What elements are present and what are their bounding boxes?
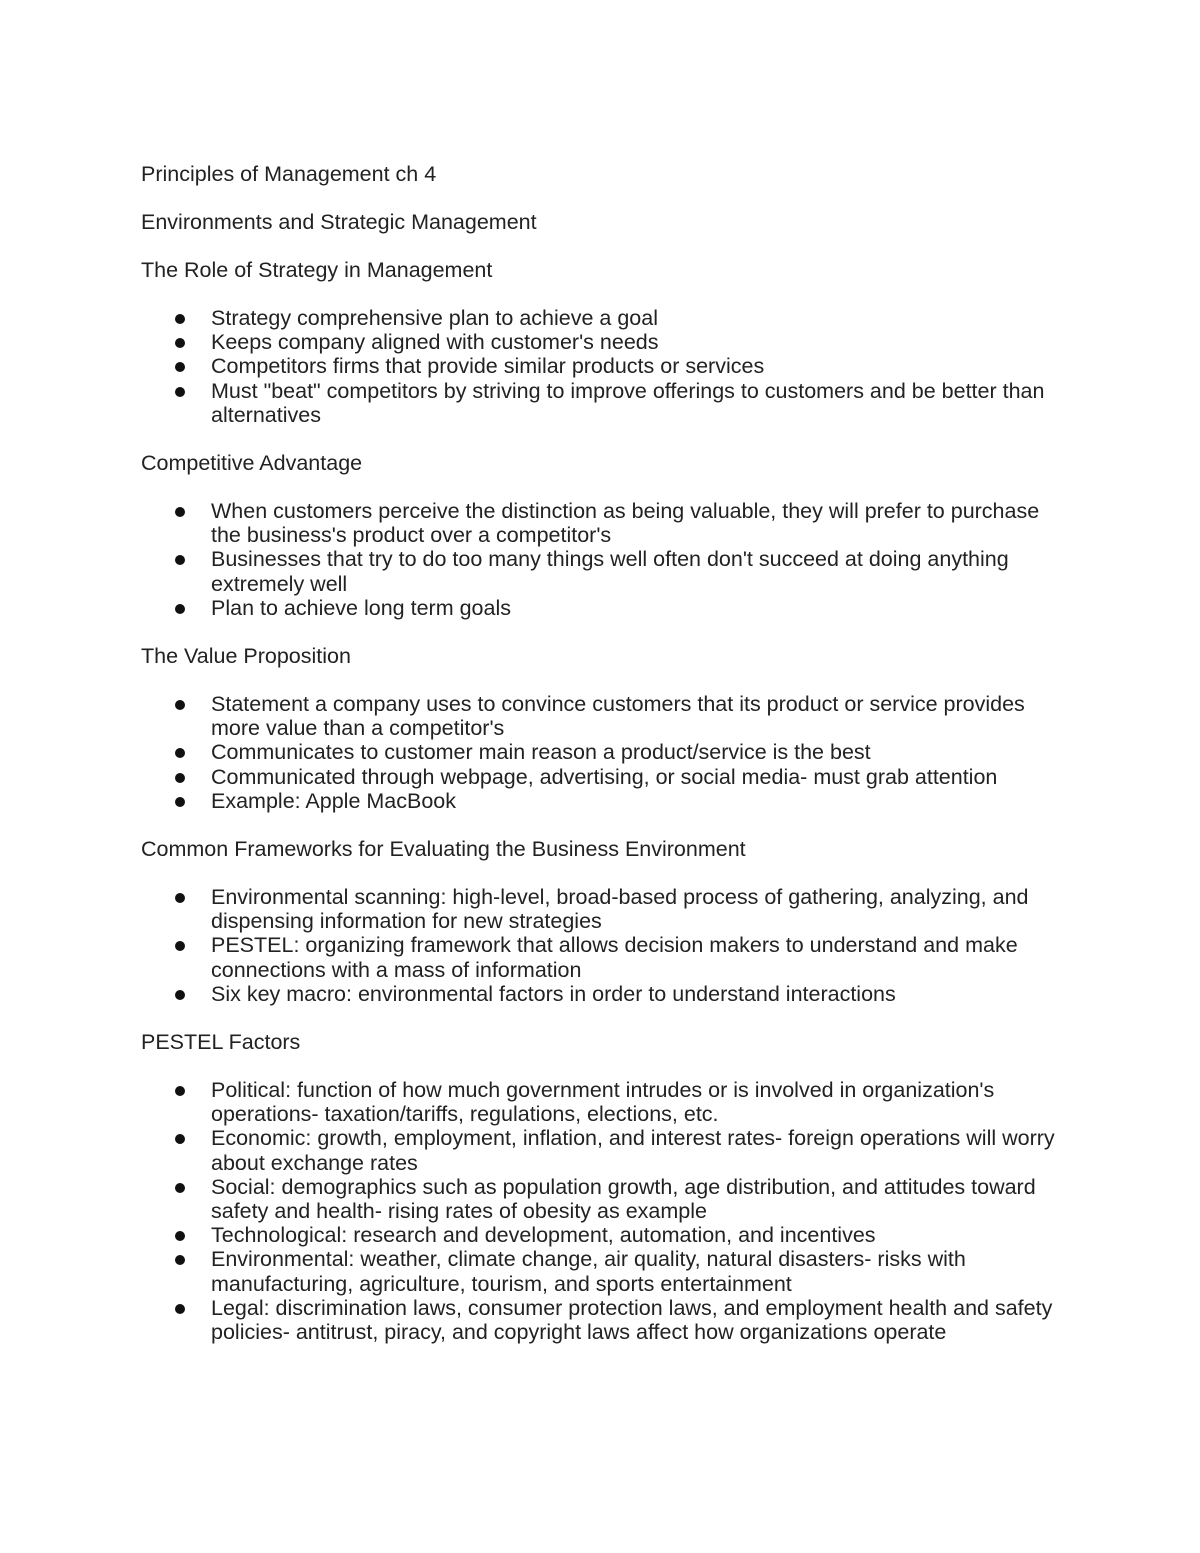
list-item-text: Environmental scanning: high-level, broad-based process of gathering, analyzing, and dispensing information for new strategies <box>211 885 1029 934</box>
list-item-text: Economic: growth, employment, inflation, and interest rates- foreign operations will worry about exchange rates <box>211 1126 1055 1175</box>
list-item <box>141 933 1071 981</box>
bullet-icon <box>175 773 185 783</box>
list-item <box>141 1247 1071 1295</box>
bullet-list <box>141 692 1071 813</box>
list-item <box>141 1078 1071 1126</box>
bullet-icon <box>175 1134 185 1144</box>
list-item <box>141 354 1071 378</box>
section-heading: Environments and Strategic Management <box>141 210 537 234</box>
bullet-icon <box>175 1255 185 1265</box>
section-heading: The Role of Strategy in Management <box>141 258 493 282</box>
list-item-text: Environmental: weather, climate change, air quality, natural disasters- risks with manufacturing, agriculture, tourism, and sports entertainment <box>211 1247 966 1296</box>
list-item <box>141 789 1071 813</box>
bullet-list <box>141 885 1071 1006</box>
bullet-list <box>141 1078 1071 1344</box>
bullet-icon <box>175 748 185 758</box>
list-item-text: Communicates to customer main reason a product/service is the best <box>211 740 871 765</box>
section-heading: PESTEL Factors <box>141 1030 301 1055</box>
list-item <box>141 1296 1071 1344</box>
list-item <box>141 596 1071 620</box>
list-item-text: Statement a company uses to convince customers that its product or service provides more value than a competitor's <box>211 692 1025 741</box>
list-item <box>141 1126 1071 1174</box>
list-item <box>141 692 1071 740</box>
bullet-icon <box>175 604 185 614</box>
list-item <box>141 740 1071 764</box>
list-item-text: Keeps company aligned with customer's needs <box>211 330 659 355</box>
bullet-icon <box>175 990 185 1000</box>
list-item <box>141 499 1071 547</box>
list-item <box>141 1175 1071 1223</box>
bullet-icon <box>175 1183 185 1193</box>
section-heading: Principles of Management ch 4 <box>141 162 437 186</box>
list-item <box>141 330 1071 354</box>
bullet-icon <box>175 338 185 348</box>
section-heading: Common Frameworks for Evaluating the Business Environment <box>141 837 746 862</box>
bullet-icon <box>175 797 185 807</box>
bullet-icon <box>175 387 185 397</box>
bullet-icon <box>175 1231 185 1241</box>
bullet-icon <box>175 362 185 372</box>
list-item <box>141 765 1071 789</box>
list-item-text: Example: Apple MacBook <box>211 788 456 813</box>
list-item-text: Technological: research and development, automation, and incentives <box>211 1223 876 1248</box>
bullet-icon <box>175 893 185 903</box>
bullet-icon <box>175 700 185 710</box>
list-item <box>141 547 1071 595</box>
list-item-text: Social: demographics such as population growth, age distribution, and attitudes toward safety and health- rising rates of obesity as example <box>211 1174 1036 1224</box>
document-page <box>141 162 1071 1368</box>
list-item <box>141 1223 1071 1247</box>
bullet-icon <box>175 1086 185 1096</box>
section-heading: Competitive Advantage <box>141 451 363 476</box>
section-heading: The Value Proposition <box>141 644 351 669</box>
list-item-text: PESTEL: organizing framework that allows decision makers to understand and make connections with a mass of information <box>211 933 1018 982</box>
list-item <box>141 306 1071 330</box>
list-item-text: Competitors firms that provide similar products or services <box>211 354 765 379</box>
list-item-text: Six key macro: environmental factors in order to understand interactions <box>211 981 896 1006</box>
list-item-text: Political: function of how much government intrudes or is involved in organization's operations- taxation/tariffs, regulations, elections, etc. <box>211 1078 995 1127</box>
list-item-text: Strategy comprehensive plan to achieve a goal <box>211 306 658 330</box>
bullet-icon <box>175 555 185 565</box>
bullet-icon <box>175 941 185 951</box>
bullet-icon <box>175 507 185 517</box>
list-item <box>141 379 1071 427</box>
list-item-text: Legal: discrimination laws, consumer protection laws, and employment health and safety policies- antitrust, piracy, and copyright laws affect how organizations operate <box>211 1295 1053 1345</box>
bullet-icon <box>175 314 185 324</box>
bullet-list <box>141 499 1071 620</box>
list-item-text: Plan to achieve long term goals <box>211 595 511 620</box>
bullet-icon <box>175 1304 185 1314</box>
list-item-text: Must "beat" competitors by striving to improve offerings to customers and be better than alternatives <box>211 378 1045 427</box>
list-item-text: When customers perceive the distinction as being valuable, they will prefer to purchase the business's product over a competitor's <box>211 499 1040 548</box>
list-item-text: Communicated through webpage, advertising, or social media- must grab attention <box>211 764 998 789</box>
bullet-list <box>141 306 1071 427</box>
list-item <box>141 982 1071 1006</box>
list-item-text: Businesses that try to do too many things well often don't succeed at doing anything extremely well <box>211 547 1009 596</box>
list-item <box>141 885 1071 933</box>
